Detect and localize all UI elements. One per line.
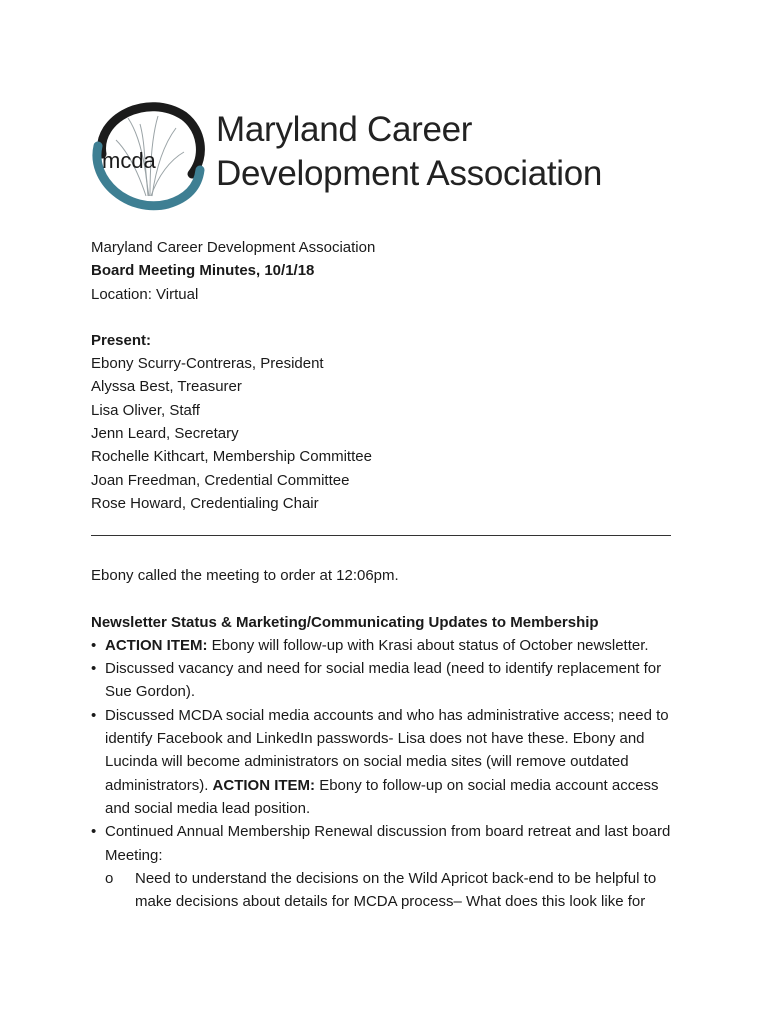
list-item: o Need to understand the decisions on the Wild Apricot back-end to be helpful to make decisions about details for MCDA process– What does this look like for	[105, 867, 681, 914]
list-item: • ACTION ITEM: Ebony will follow-up with Krasi about status of October newsletter.	[91, 634, 681, 657]
attendee: Rochelle Kithcart, Membership Committee	[91, 448, 372, 466]
svg-text:mcda: mcda	[102, 148, 156, 173]
logo-line-2: Development Association	[216, 154, 603, 193]
attendee: Rose Howard, Credentialing Chair	[91, 494, 319, 512]
document-title: Board Meeting Minutes, 10/1/18	[91, 262, 315, 280]
list-item: • Continued Annual Membership Renewal discussion from board retreat and last board Meeting:	[91, 820, 681, 867]
action-item-label: ACTION ITEM:	[212, 776, 316, 794]
mcda-logo	[88, 96, 648, 214]
mcda-emblem-icon	[88, 96, 208, 214]
meeting-location: Location: Virtual	[91, 285, 199, 303]
minutes-document	[91, 236, 681, 913]
bullet-icon: •	[91, 706, 97, 724]
bullet-icon: •	[91, 660, 97, 678]
sub-bullet-list	[91, 867, 681, 914]
circle-bullet-icon: o	[105, 869, 114, 887]
bullet-icon: •	[91, 823, 97, 841]
list-item: • Discussed vacancy and need for social media lead (need to identify replacement for Sue Gordon).	[91, 657, 681, 704]
present-heading: Present:	[91, 331, 152, 349]
logo-line-1: Maryland Career	[216, 110, 473, 149]
list-item: • Discussed MCDA social media accounts and who has administrative access; need to identify Facebook and LinkedIn passwords- Lisa does not have these. Ebony and Lucinda will become administrators on social media sites (will remove outdated administrators). ACTION ITEM: Ebony to follow-up on social media account access and social media lead position.	[91, 704, 681, 820]
attendee: Ebony Scurry-Contreras, President	[91, 355, 324, 373]
attendee: Joan Freedman, Credential Committee	[91, 471, 350, 489]
call-to-order: Ebony called the meeting to order at 12:06pm.	[91, 567, 399, 585]
attendee: Lisa Oliver, Staff	[91, 401, 200, 419]
bullet-list	[91, 634, 681, 867]
action-item-label: ACTION ITEM:	[105, 636, 208, 654]
attendee: Alyssa Best, Treasurer	[91, 378, 242, 396]
bullet-icon: •	[91, 636, 97, 654]
divider	[91, 535, 671, 536]
org-name: Maryland Career Development Association	[91, 239, 376, 256]
section-heading: Newsletter Status & Marketing/Communicating Updates to Membership	[91, 613, 599, 631]
attendee: Jenn Leard, Secretary	[91, 425, 239, 443]
